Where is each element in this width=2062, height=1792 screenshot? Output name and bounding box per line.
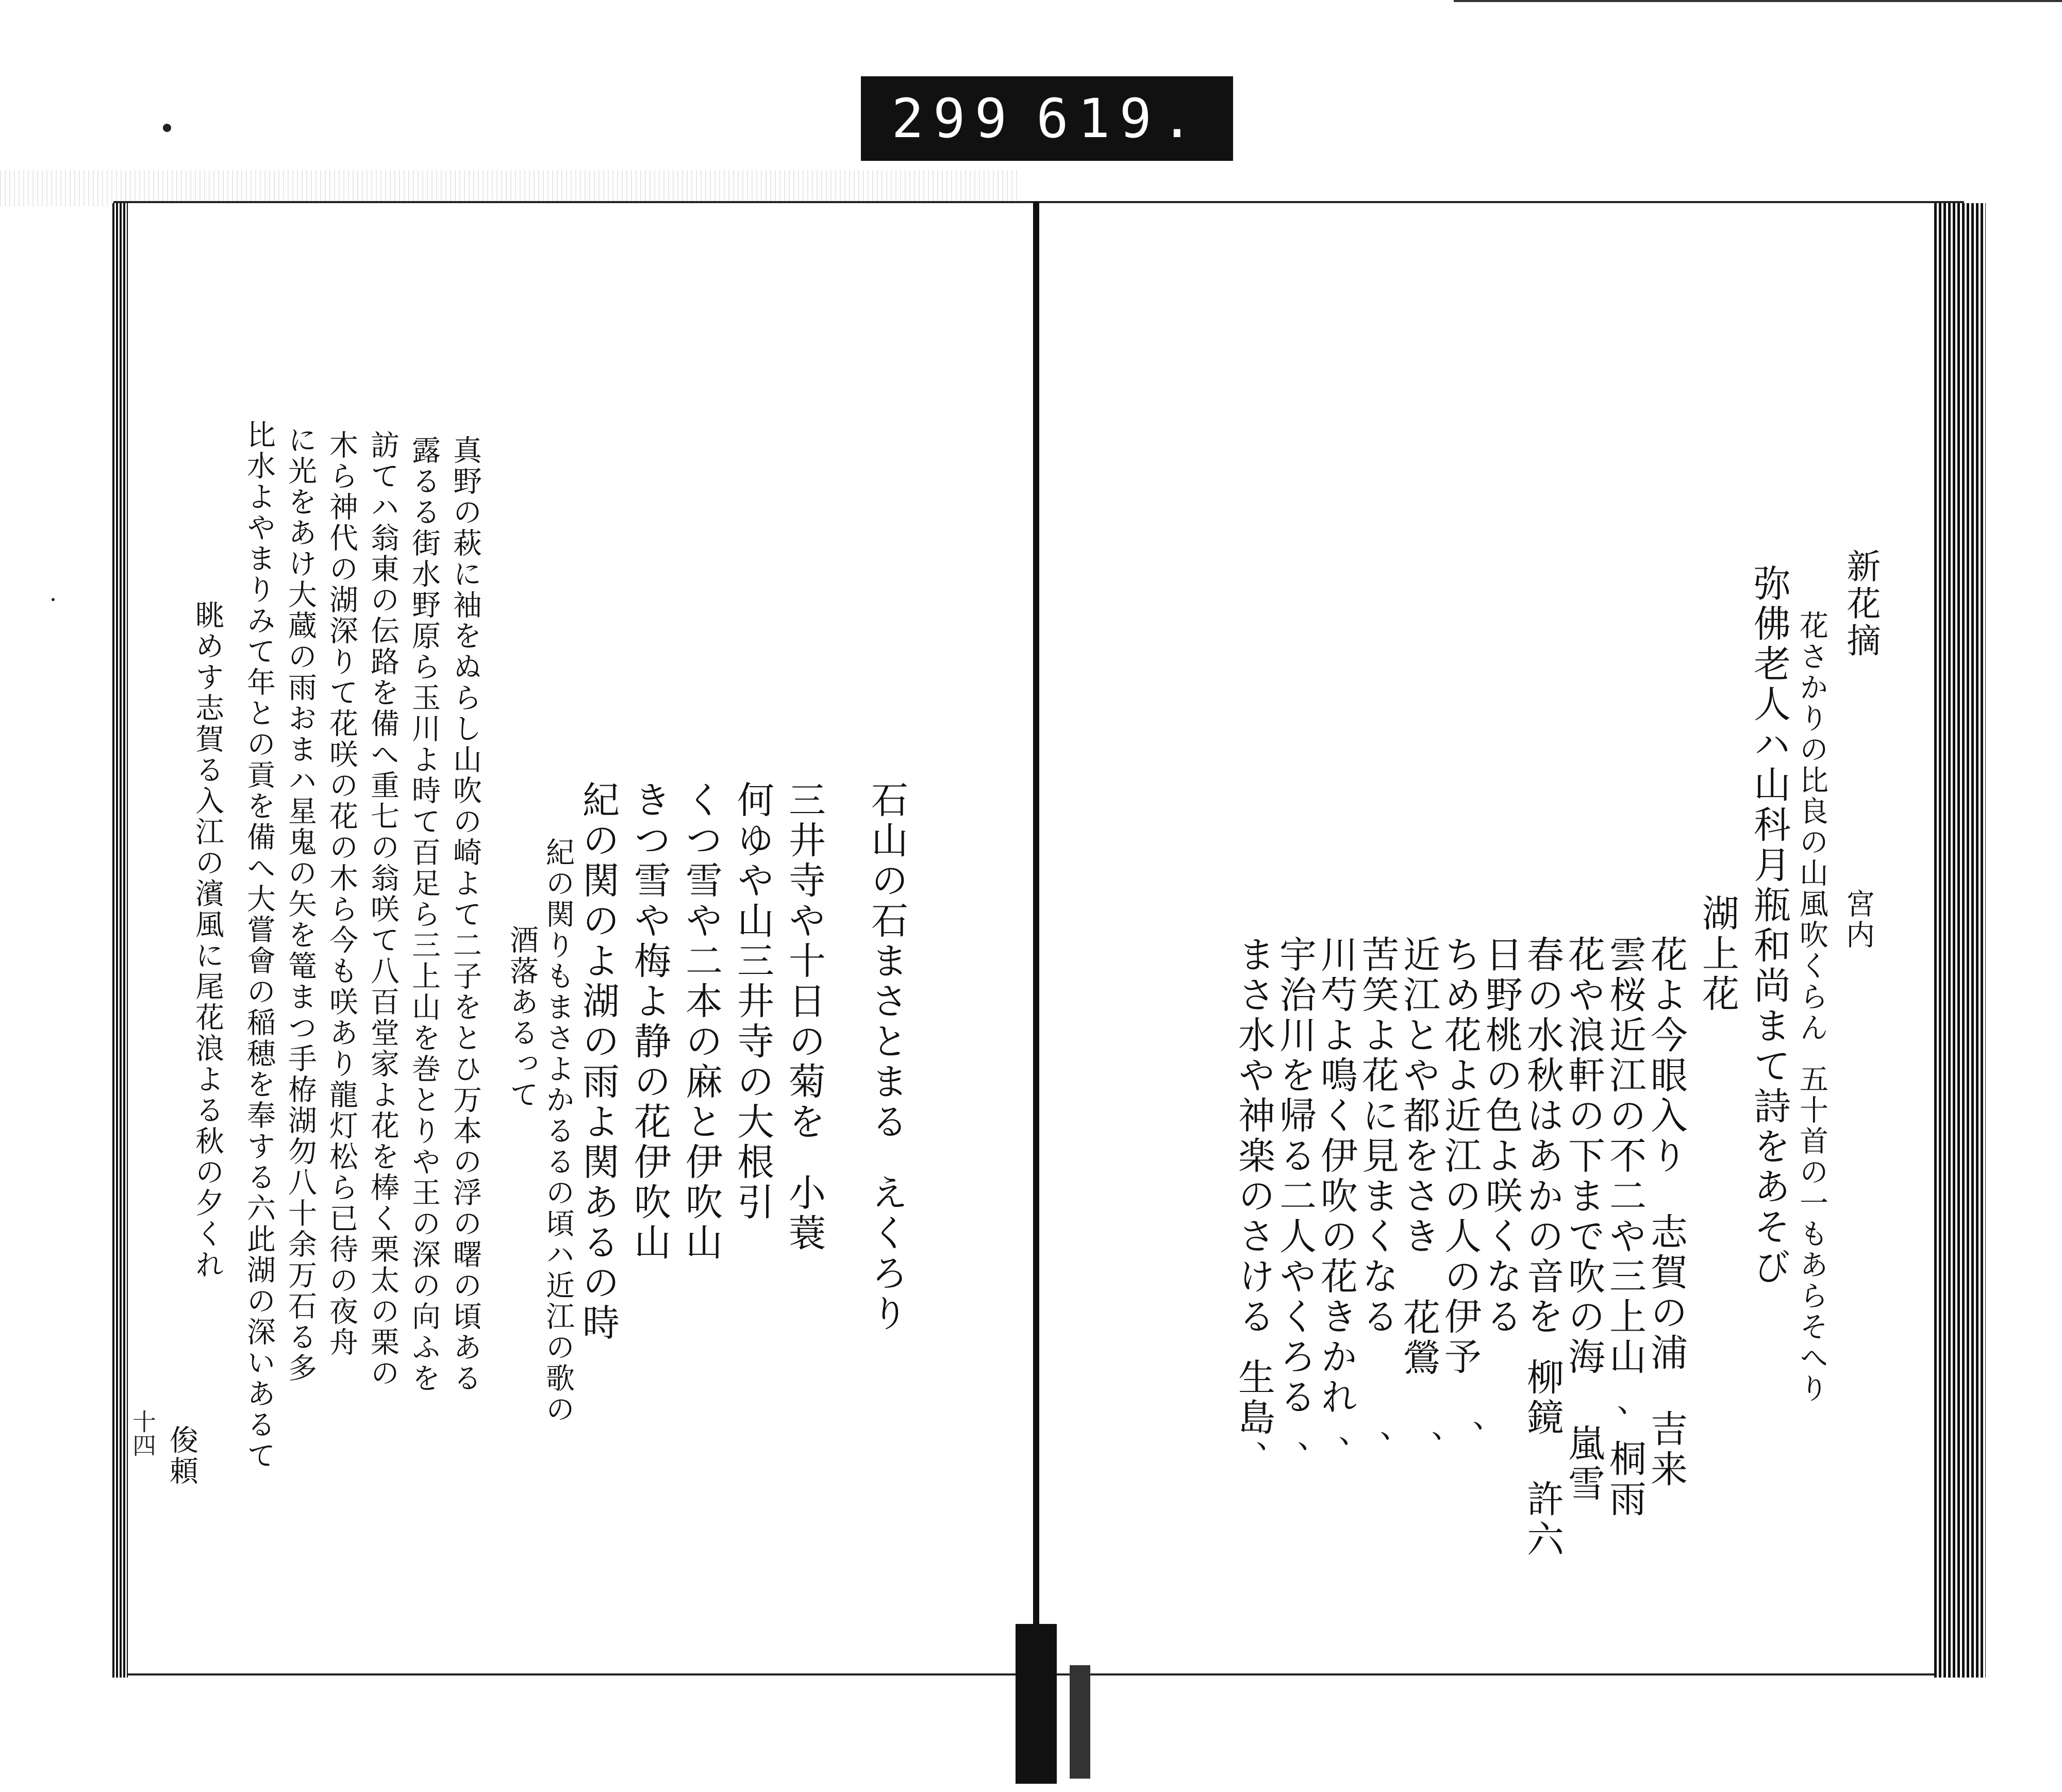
poem-line: 何ゆや山三井寺の大根引 <box>731 781 774 1223</box>
poem-line: 雲桜近江の不二や三上山桐雨 <box>1603 935 1647 1520</box>
left-page <box>113 201 1036 1675</box>
prose-line: に光をあけ大蔵の雨おまハ星鬼の矢を篭まつ手栫湖勿八十余万石る多 <box>284 425 317 1384</box>
repeat-mark: 、 <box>1590 1404 1628 1437</box>
prose-title: 酒落あるって <box>505 925 539 1110</box>
poem-line: 苦笑よ花に見まくなる <box>1356 935 1399 1337</box>
poem-line: 花や浪軒の下まで吹の海嵐雪 <box>1562 935 1605 1504</box>
poem-line: 川芍よ鳴く伊吹の花きかれ <box>1315 935 1358 1418</box>
intro-line: 弥佛老人ハ山科月瓶和尚まて詩をあそび <box>1748 564 1791 1288</box>
closing-author: 俊頼 <box>165 1425 198 1487</box>
scan-speck <box>163 124 171 132</box>
prose-line: 木ら神代の湖深りて花咲の花の木ら今も咲あり龍灯松ら已待の夜舟 <box>325 430 358 1358</box>
intro-line: 花さかりの比良の山風吹くらん五十首の一もあらそへり <box>1795 610 1828 1404</box>
frame-number-left: 299 <box>891 87 1017 150</box>
prose-line: 露るる街水野原ら玉川よ時て百足ら三上山を巻とりや王の深の向ふを <box>407 435 441 1394</box>
poem-line: 石山の石まさとまるえくろり <box>865 781 908 1334</box>
folio-number: 十四 <box>129 1409 157 1457</box>
right-page <box>1036 201 1964 1675</box>
prose-intro: 紀の関りもまさよかるるの頃ハ近江の歌の <box>541 837 575 1425</box>
scan-edge-rule <box>1454 0 2062 2</box>
repeat-mark: 、 <box>1229 1440 1268 1473</box>
prose-line: 比水よやまりみて年との貢を備へ大嘗會の稲穂を奉する六此湖の深いあるて <box>242 420 276 1471</box>
scan-speck <box>52 598 55 601</box>
poem-line: きつ雪や梅よ静の花伊吹山 <box>628 781 671 1263</box>
poem-line: まさ水や神楽のさける生島 <box>1232 935 1275 1438</box>
repeat-mark: 、 <box>1271 1440 1309 1473</box>
gutter-clip <box>1016 1624 1057 1784</box>
poem-line: 宇治川を帰る二人やくろる <box>1273 935 1317 1418</box>
repeat-mark: 、 <box>1353 1430 1391 1463</box>
intro-attribution: 宮内 <box>1841 889 1875 951</box>
frame-number-right: 619. <box>1036 87 1203 150</box>
prose-line: 真野の萩に袖をぬらし山吹の崎よて二子をとひ万本の浮の曙の頃ある <box>448 435 482 1394</box>
gutter-clip <box>1070 1665 1090 1779</box>
poem-line: 三井寺や十日の菊を小蓑 <box>783 781 826 1254</box>
poem-line: 近江とや都をさき花鶯 <box>1397 935 1440 1379</box>
open-book <box>113 201 1990 1686</box>
repeat-mark: 、 <box>1405 1430 1443 1463</box>
prose-line: 訪てハ翁東の伝路を備へ重七の翁咲て八百堂家よ花を棒く栗太の栗の <box>366 430 400 1389</box>
poem-line: 花よ今眼入り志賀の浦吉来 <box>1644 935 1688 1490</box>
poem-line: ちめ花よ近江の人の伊予 <box>1438 935 1482 1378</box>
repeat-mark: 、 <box>1312 1435 1350 1468</box>
microfilm-frame-number <box>861 76 1233 161</box>
right-page-edge <box>1934 203 1986 1678</box>
poem-line: 春の水秋はあかの音を柳鏡許六 <box>1521 935 1564 1560</box>
section-heading: 湖上花 <box>1696 894 1739 1015</box>
poem-line: くつ雪や二本の麻と伊吹山 <box>679 781 723 1263</box>
closing-poem: 眺めす志賀る入江の濱風に尾花浪よる秋の夕くれ <box>191 600 224 1281</box>
repeat-mark: 、 <box>1446 1420 1484 1453</box>
collection-title: 新花摘 <box>1841 549 1881 660</box>
poem-line: 紀の関のよ湖の雨よ関あるの時 <box>576 781 620 1343</box>
poem-line: 日野桃の色よ咲くなる <box>1479 935 1523 1337</box>
